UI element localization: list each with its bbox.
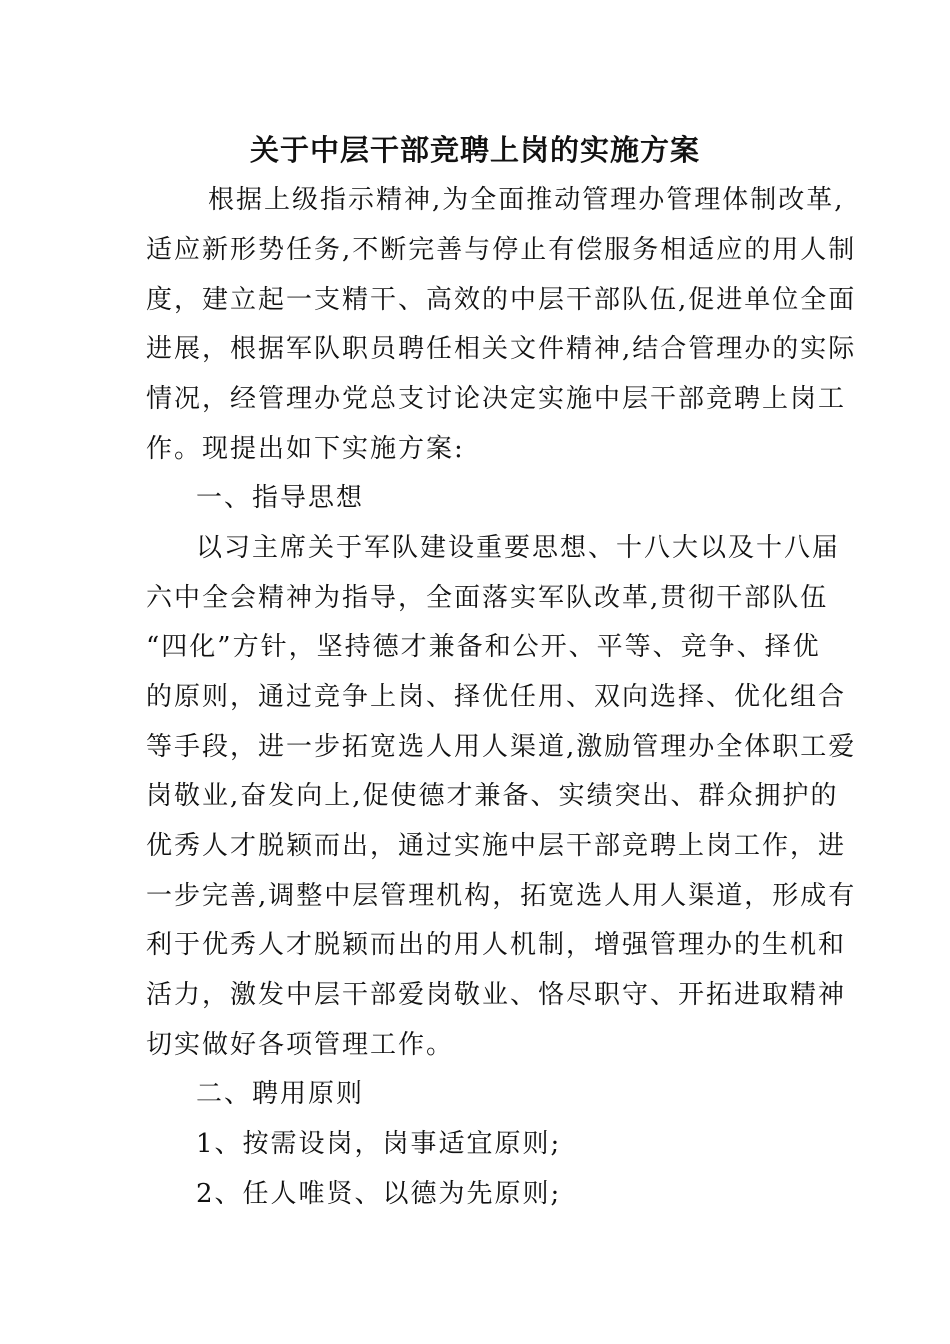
paragraph-line: 的原则，通过竞争上岗、择优任用、双向选择、优化组合 <box>146 682 847 712</box>
paragraph-line: 作。现提出如下实施方案: <box>146 434 465 464</box>
paragraph-line: 适应新形势任务,不断完善与停止有偿服务相适应的用人制 <box>146 235 857 265</box>
list-item: 2、任人唯贤、以德为先原则; <box>196 1179 562 1209</box>
paragraph-line: 岗敬业,奋发向上,促使德才兼备、实绩突出、群众拥护的 <box>146 781 839 811</box>
paragraph-line: 优秀人才脱颖而出，通过实施中层干部竞聘上岗工作，进 <box>146 831 847 861</box>
section-heading: 二、聘用原则 <box>196 1079 365 1109</box>
paragraph-line: 情况，经管理办党总支讨论决定实施中层干部竞聘上岗工 <box>146 384 847 414</box>
paragraph-line: 等手段，进一步拓宽选人用人渠道,激励管理办全体职工爱 <box>146 732 857 762</box>
paragraph-line: 切实做好各项管理工作。 <box>146 1030 455 1060</box>
list-item: 1、按需设岗，岗事适宜原则; <box>196 1129 562 1159</box>
paragraph-line: 一步完善,调整中层管理机构，拓宽选人用人渠道，形成有 <box>146 881 857 911</box>
paragraph-line: 进展，根据军队职员聘任相关文件精神,结合管理办的实际 <box>146 334 857 364</box>
paragraph-line: 利于优秀人才脱颖而出的用人机制，增强管理办的生机和 <box>146 930 847 960</box>
paragraph-line: 以习主席关于军队建设重要思想、十八大以及十八届 <box>196 533 841 563</box>
paragraph-line: 六中全会精神为指导，全面落实军队改革,贯彻干部队伍 <box>146 583 829 613</box>
paragraph-line: “四化”方针，坚持德才兼备和公开、平等、竞争、择优 <box>146 632 821 662</box>
document-title: 关于中层干部竞聘上岗的实施方案 <box>249 133 700 167</box>
section-heading: 一、指导思想 <box>196 483 365 513</box>
paragraph-line: 度，建立起一支精干、高效的中层干部队伍,促进单位全面 <box>146 285 857 315</box>
paragraph-line: 根据上级指示精神,为全面推动管理办管理体制改革, <box>208 185 845 215</box>
paragraph-line: 活力，激发中层干部爱岗敬业、恪尽职守、开拓进取精神 <box>146 980 847 1010</box>
